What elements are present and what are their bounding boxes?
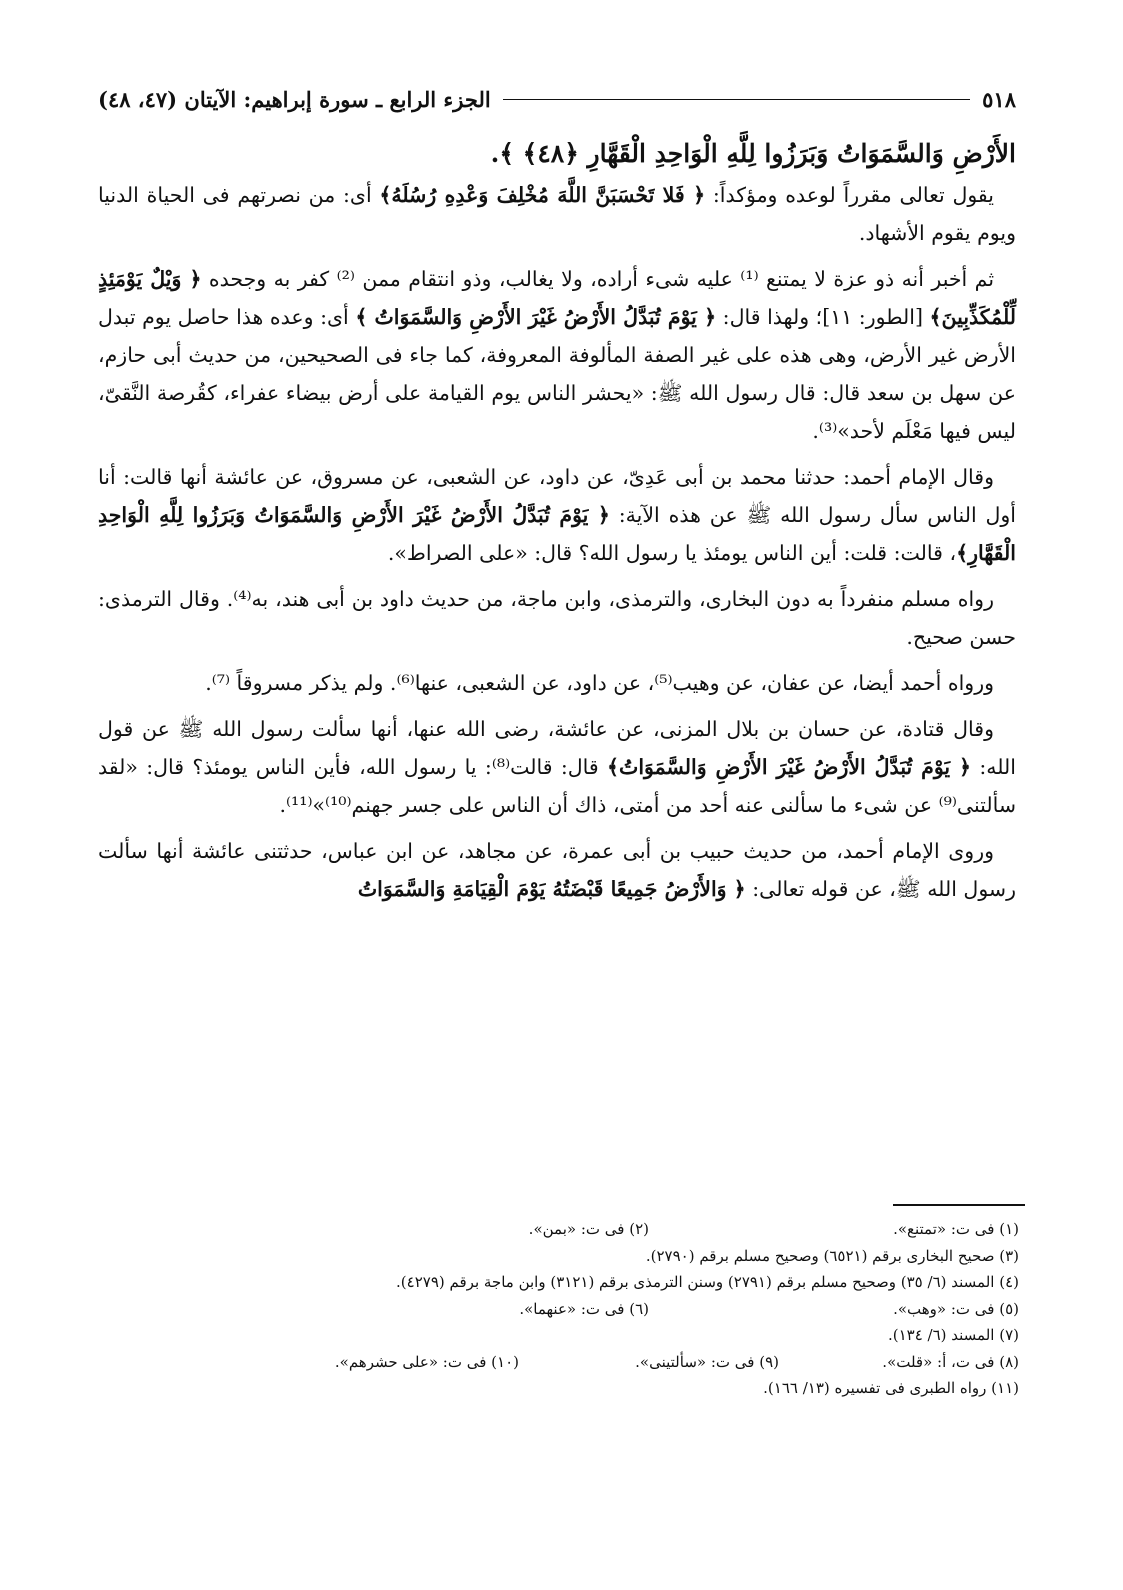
footnote-row: [107, 1269, 1019, 1296]
text-run: رواه مسلم منفرداً به دون البخارى، والترمذى، وابن ماجة، من حديث داود بن أبى هند، به⁽⁴⁾. وقال الترمذى: حسن صحيح.: [98, 587, 1016, 649]
footnote-rule: [893, 1204, 1025, 1206]
text-run: ثم أخبر أنه ذو عزة لا يمتنع ⁽¹⁾ عليه شىء أراده، ولا يغالب، وذو انتقام ممن ⁽²⁾ كفر به وجحده: [201, 267, 995, 291]
text-run: أى: وعده هذا حاصل يوم تبدل الأرض غير الأرض، وهى هذه على غير الصفة المألوفة المعروفة، كما جاء فى الصحيحين، من حديث أبى حازم، عن سهل بن سعد قال: قال رسول الله ﷺ: «يحشر الناس يوم القيامة على أرض بيضاء عفراء، كقُرصة النَّقىّ، ليس فيها مَعْلَم لأحد»⁽³⁾.: [98, 305, 1016, 443]
footnote: (٨) فى ت، أ: «قلت».: [882, 1352, 1019, 1371]
page-body: [98, 82, 1016, 916]
footnote-row: [107, 1349, 1019, 1376]
text-run: وقال الإمام أحمد: حدثنا محمد بن أبى عَدِىّ، عن داود، عن الشعبى، عن مسروق، عن عائشة أنها قالت: أنا أول الناس سأل رسول الله ﷺ عن هذه الآية:: [98, 465, 1016, 527]
text-run: يقول تعالى مقرراً لوعده ومؤكداً:: [705, 183, 994, 207]
footnote: (٦) فى ت: «عنهما».: [519, 1299, 649, 1318]
footnote: (٥) فى ت: «وهب».: [893, 1299, 1019, 1318]
verse-continuation: الأَرْضِ وَالسَّمَوَاتُ وَبَرَزُوا لِلَّهِ الْوَاحِدِ الْقَهَّارِ ﴿٤٨﴾ ﴾.: [490, 139, 1016, 168]
running-title: الجزء الرابع ـ سورة إبراهيم: الآيتان (٤٧، ٤٨): [98, 86, 491, 112]
text-run: وروى الإمام أحمد، من حديث حبيب بن أبى عمرة، عن مجاهد، عن ابن عباس، حدثتنى عائشة أنها سألت رسول الله ﷺ، عن قوله تعالى:: [98, 839, 1016, 901]
quran-quote: ﴿ فَلا تَحْسَبَنَّ اللَّهَ مُخْلِفَ وَعْدِهِ رُسُلَهُ﴾: [379, 183, 706, 207]
footnote: (٤) المسند (٦/ ٣٥) وصحيح مسلم برقم (٢٧٩١) وسنن الترمذى برقم (٣١٢١) وابن ماجة برقم (٤٢٧٩).: [396, 1273, 1019, 1291]
footnote: (١٠) فى ت: «على حشرهم».: [334, 1352, 519, 1371]
paragraph-2: [98, 260, 1016, 450]
footnote: (٣) صحيح البخارى برقم (٦٥٢١) وصحيح مسلم برقم (٢٧٩٠).: [645, 1246, 1019, 1265]
quran-quote: ﴿ يَوْمَ تُبَدَّلُ الأَرْضُ غَيْرَ الأَرْضِ وَالسَّمَوَاتُ وَبَرَزُوا لِلَّهِ الْوَاحِدِ الْقَهَّارِ﴾: [98, 503, 1016, 565]
text-run: ، قالت: قلت: أين الناس يومئذ يا رسول الله؟ قال: «على الصراط».: [387, 541, 957, 565]
footnote: (٧) المسند (٦/ ١٣٤).: [887, 1326, 1019, 1344]
paragraph-5: [98, 664, 1016, 702]
footnote-row: [107, 1322, 1019, 1349]
text-run: قال: قالت⁽⁸⁾: يا رسول الله، فأين الناس يومئذ؟ قال: «لقد سألتنى⁽⁹⁾ عن شىء ما سألنى عنه أحد من أمتى، ذاك أن الناس على جسر جهنم⁽¹⁰⁾»⁽¹¹⁾.: [98, 755, 1016, 817]
text-run: وقال قتادة، عن حسان بن بلال المزنى، عن عائشة، رضى الله عنها، أنها سألت رسول الله ﷺ عن قول الله:: [98, 717, 1016, 779]
header-rule: [503, 99, 970, 100]
paragraph-4: [98, 580, 1016, 656]
paragraph-3: [98, 458, 1016, 572]
footnotes: [107, 1216, 1019, 1402]
footnote-row: [107, 1296, 1019, 1323]
footnote: (١١) رواه الطبرى فى تفسيره (١٣/ ١٦٦).: [763, 1379, 1019, 1397]
footnote: (٢) فى ت: «بمن».: [528, 1220, 649, 1238]
page-number: ٥١٨: [982, 86, 1016, 112]
paragraph-1: [98, 176, 1016, 252]
paragraph-6: [98, 710, 1016, 824]
footnote-row: [107, 1216, 1019, 1243]
quran-quote: ﴿ وَيْلٌ يَوْمَئِذٍ لِّلْمُكَذِّبِينَ﴾: [98, 267, 1016, 329]
text-run: [الطور: ١١]؛ ولهذا قال:: [716, 305, 930, 329]
footnote-row: [107, 1243, 1019, 1270]
text-run: أى: من نصرتهم فى الحياة الدنيا ويوم يقوم الأشهاد.: [98, 183, 1016, 245]
text-run: ورواه أحمد أيضا، عن عفان، عن وهيب⁽⁵⁾، عن داود، عن الشعبى، عنها⁽⁶⁾. ولم يذكر مسروقاً ⁽⁷⁾.: [205, 671, 994, 695]
footnote-row: [107, 1375, 1019, 1402]
quran-quote: ﴿ يَوْمَ تُبَدَّلُ الأَرْضُ غَيْرَ الأَرْضِ وَالسَّمَوَاتُ ﴾: [355, 305, 717, 329]
footnote: (١) فى ت: «تمتنع».: [893, 1220, 1019, 1238]
paragraph-7: [98, 832, 1016, 908]
footnote: (٩) فى ت: «سألتينى».: [635, 1352, 779, 1371]
running-header: [98, 82, 1016, 116]
quran-quote: ﴿ يَوْمَ تُبَدَّلُ الأَرْضُ غَيْرَ الأَرْضِ وَالسَّمَوَاتُ﴾: [607, 755, 972, 779]
quran-quote: ﴿ وَالأَرْضُ جَمِيعًا قَبْضَتُهُ يَوْمَ الْقِيَامَةِ وَالسَّمَوَاتُ: [357, 877, 746, 901]
